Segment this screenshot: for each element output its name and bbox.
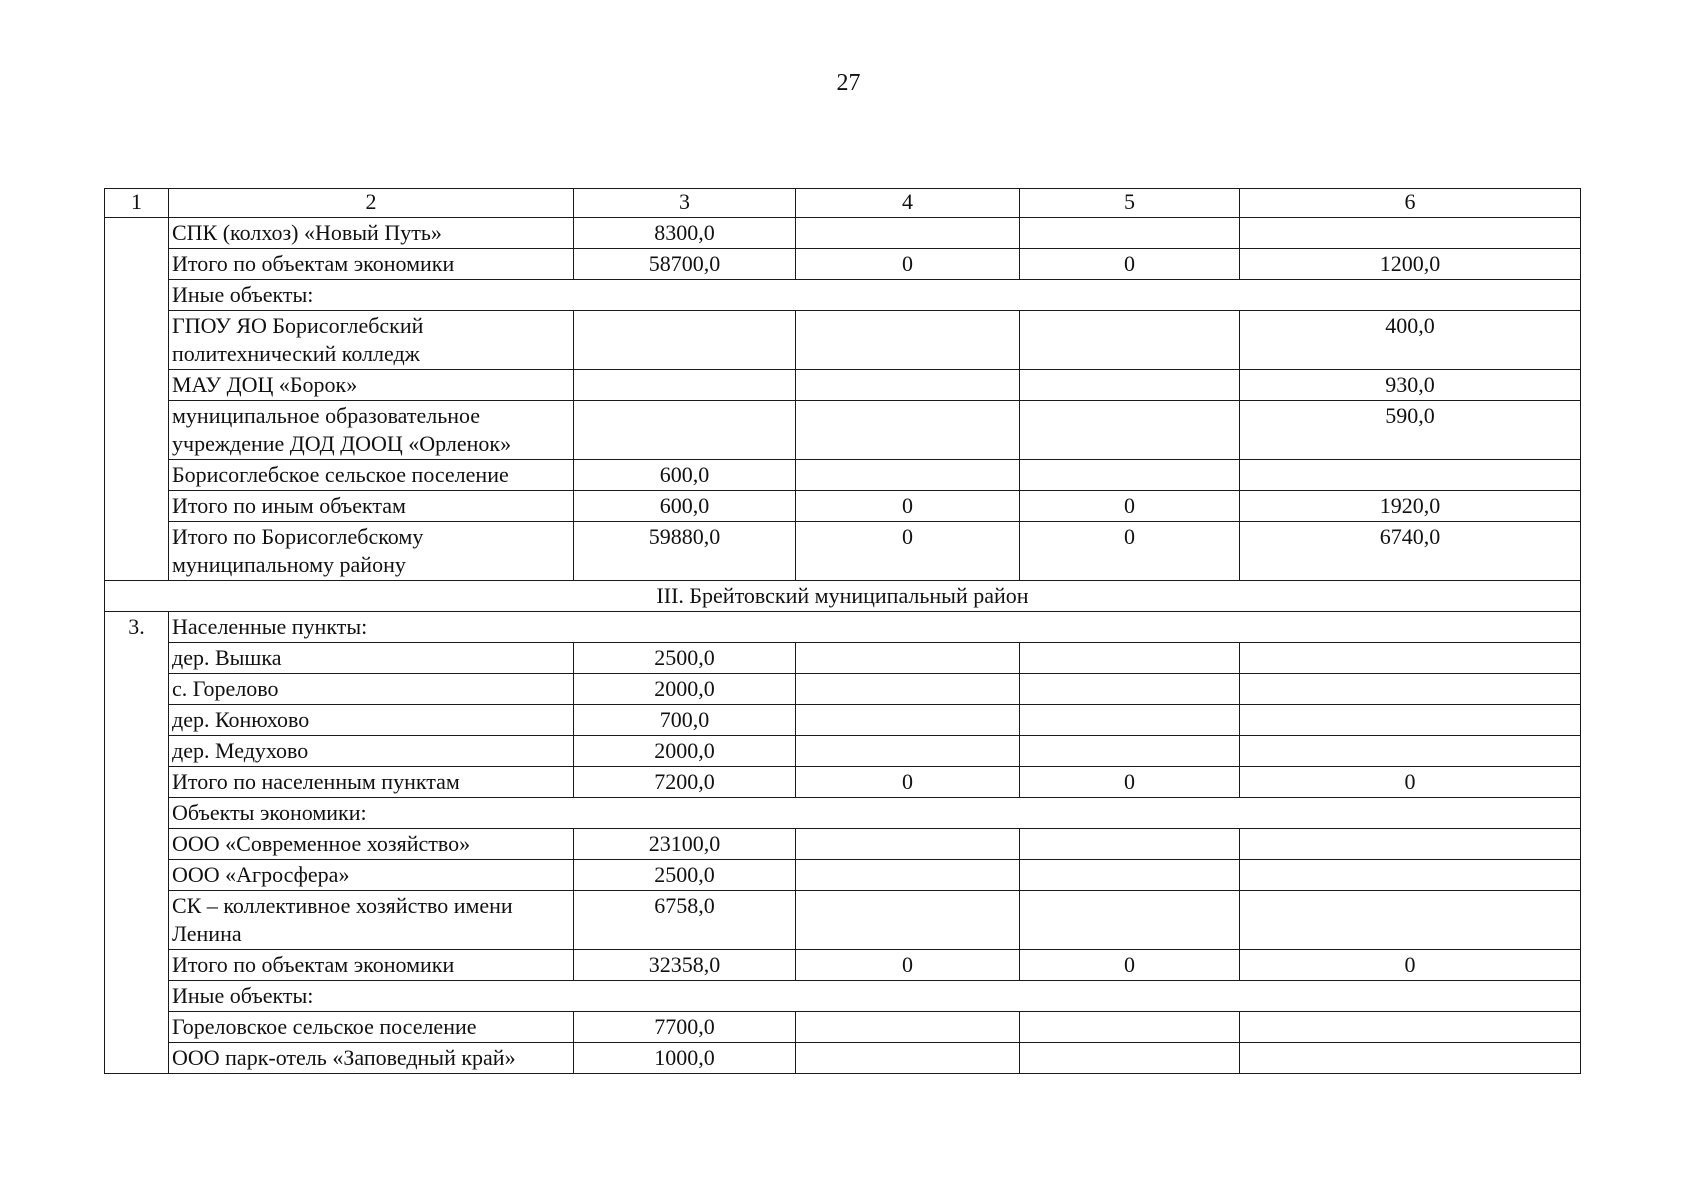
table-row — [105, 643, 1581, 674]
section-title-row — [105, 581, 1581, 612]
value-col-4: 0 — [796, 767, 1020, 798]
data-table-wrapper — [104, 188, 1580, 1074]
table-row — [105, 1043, 1581, 1074]
value-col-4 — [796, 460, 1020, 491]
value-col-6 — [1240, 705, 1581, 736]
table-body — [105, 189, 1581, 1074]
value-col-5 — [1020, 370, 1240, 401]
value-col-5 — [1020, 736, 1240, 767]
table-row — [105, 736, 1581, 767]
header-cell: 5 — [1020, 189, 1240, 218]
table-header-row — [105, 189, 1581, 218]
value-col-5 — [1020, 460, 1240, 491]
row-label: Итого по населенным пунктам — [169, 767, 574, 798]
group-heading: Объекты экономики: — [169, 798, 1581, 829]
group-heading-row — [105, 798, 1581, 829]
value-col-3: 8300,0 — [574, 218, 796, 249]
value-col-6 — [1240, 460, 1581, 491]
page-number: 27 — [836, 70, 861, 96]
value-col-4 — [796, 370, 1020, 401]
value-col-5 — [1020, 829, 1240, 860]
group-heading: Населенные пункты: — [169, 612, 1581, 643]
table-row — [105, 891, 1581, 950]
table-row — [105, 401, 1581, 460]
row-label: Борисоглебское сельское поселение — [169, 460, 574, 491]
table-row — [105, 491, 1581, 522]
value-col-4 — [796, 736, 1020, 767]
table-row — [105, 370, 1581, 401]
group-heading-row — [105, 280, 1581, 311]
value-col-6: 6740,0 — [1240, 522, 1581, 581]
value-col-3: 23100,0 — [574, 829, 796, 860]
value-col-6 — [1240, 860, 1581, 891]
row-label: СК – коллективное хозяйство имени Ленина — [169, 891, 574, 950]
row-label: дер. Медухово — [169, 736, 574, 767]
value-col-3: 700,0 — [574, 705, 796, 736]
value-col-4 — [796, 891, 1020, 950]
row-label: с. Горелово — [169, 674, 574, 705]
value-col-4 — [796, 643, 1020, 674]
value-col-6: 1920,0 — [1240, 491, 1581, 522]
value-col-3: 1000,0 — [574, 1043, 796, 1074]
row-index-cell — [105, 218, 169, 581]
value-col-5 — [1020, 643, 1240, 674]
value-col-3: 600,0 — [574, 491, 796, 522]
value-col-3: 600,0 — [574, 460, 796, 491]
value-col-4 — [796, 218, 1020, 249]
header-cell: 3 — [574, 189, 796, 218]
value-col-5: 0 — [1020, 249, 1240, 280]
value-col-6 — [1240, 1012, 1581, 1043]
row-index-cell: 3. — [105, 612, 169, 1074]
value-col-5 — [1020, 705, 1240, 736]
value-col-3: 59880,0 — [574, 522, 796, 581]
row-label: СПК (колхоз) «Новый Путь» — [169, 218, 574, 249]
value-col-3: 2000,0 — [574, 736, 796, 767]
value-col-5 — [1020, 311, 1240, 370]
table-row — [105, 1012, 1581, 1043]
row-label: муниципальное образовательное учреждение ДОД ДООЦ «Орленок» — [169, 401, 574, 460]
value-col-3: 7200,0 — [574, 767, 796, 798]
row-label: МАУ ДОЦ «Борок» — [169, 370, 574, 401]
value-col-6 — [1240, 1043, 1581, 1074]
row-label: ООО «Современное хозяйство» — [169, 829, 574, 860]
value-col-4: 0 — [796, 249, 1020, 280]
row-label: Итого по Борисоглебскому муниципальному району — [169, 522, 574, 581]
group-heading-row — [105, 981, 1581, 1012]
value-col-4: 0 — [796, 950, 1020, 981]
value-col-5: 0 — [1020, 767, 1240, 798]
value-col-6 — [1240, 218, 1581, 249]
header-cell: 1 — [105, 189, 169, 218]
value-col-3 — [574, 401, 796, 460]
value-col-6 — [1240, 891, 1581, 950]
value-col-3: 6758,0 — [574, 891, 796, 950]
table-row — [105, 860, 1581, 891]
table-row — [105, 829, 1581, 860]
value-col-6: 590,0 — [1240, 401, 1581, 460]
value-col-5 — [1020, 401, 1240, 460]
value-col-4 — [796, 674, 1020, 705]
value-col-4 — [796, 705, 1020, 736]
value-col-6: 400,0 — [1240, 311, 1581, 370]
value-col-6: 930,0 — [1240, 370, 1581, 401]
value-col-3 — [574, 370, 796, 401]
header-cell: 4 — [796, 189, 1020, 218]
table-row — [105, 705, 1581, 736]
value-col-3: 2000,0 — [574, 674, 796, 705]
value-col-5 — [1020, 1012, 1240, 1043]
table-row — [105, 249, 1581, 280]
row-label: Итого по объектам экономики — [169, 950, 574, 981]
row-label: ГПОУ ЯО Борисоглебский политехнический колледж — [169, 311, 574, 370]
table-row — [105, 460, 1581, 491]
value-col-4 — [796, 829, 1020, 860]
row-label: Итого по объектам экономики — [169, 249, 574, 280]
row-label: Гореловское сельское поселение — [169, 1012, 574, 1043]
value-col-5 — [1020, 674, 1240, 705]
value-col-5 — [1020, 860, 1240, 891]
value-col-4 — [796, 1043, 1020, 1074]
group-heading-row — [105, 612, 1581, 643]
value-col-3: 32358,0 — [574, 950, 796, 981]
value-col-4 — [796, 860, 1020, 891]
value-col-5 — [1020, 891, 1240, 950]
value-col-3: 2500,0 — [574, 860, 796, 891]
table-row — [105, 218, 1581, 249]
header-cell: 2 — [169, 189, 574, 218]
value-col-3: 7700,0 — [574, 1012, 796, 1043]
value-col-4: 0 — [796, 491, 1020, 522]
value-col-4 — [796, 1012, 1020, 1043]
row-label: Итого по иным объектам — [169, 491, 574, 522]
value-col-6: 0 — [1240, 950, 1581, 981]
table-row — [105, 311, 1581, 370]
row-label: ООО парк-отель «Заповедный край» — [169, 1043, 574, 1074]
table-row — [105, 950, 1581, 981]
data-table — [104, 188, 1581, 1074]
value-col-3: 58700,0 — [574, 249, 796, 280]
value-col-3 — [574, 311, 796, 370]
table-row — [105, 674, 1581, 705]
row-label: ООО «Агросфера» — [169, 860, 574, 891]
value-col-4 — [796, 311, 1020, 370]
table-row — [105, 522, 1581, 581]
group-heading: Иные объекты: — [169, 981, 1581, 1012]
section-title: III. Брейтовский муниципальный район — [105, 581, 1581, 612]
value-col-6: 0 — [1240, 767, 1581, 798]
value-col-5 — [1020, 1043, 1240, 1074]
table-row — [105, 767, 1581, 798]
value-col-4: 0 — [796, 522, 1020, 581]
value-col-5 — [1020, 218, 1240, 249]
group-heading: Иные объекты: — [169, 280, 1581, 311]
value-col-6 — [1240, 643, 1581, 674]
row-label: дер. Вышка — [169, 643, 574, 674]
value-col-5: 0 — [1020, 522, 1240, 581]
value-col-6: 1200,0 — [1240, 249, 1581, 280]
value-col-4 — [796, 401, 1020, 460]
value-col-5: 0 — [1020, 950, 1240, 981]
value-col-3: 2500,0 — [574, 643, 796, 674]
value-col-6 — [1240, 674, 1581, 705]
value-col-6 — [1240, 829, 1581, 860]
value-col-6 — [1240, 736, 1581, 767]
row-label: дер. Конюхово — [169, 705, 574, 736]
header-cell: 6 — [1240, 189, 1581, 218]
value-col-5: 0 — [1020, 491, 1240, 522]
